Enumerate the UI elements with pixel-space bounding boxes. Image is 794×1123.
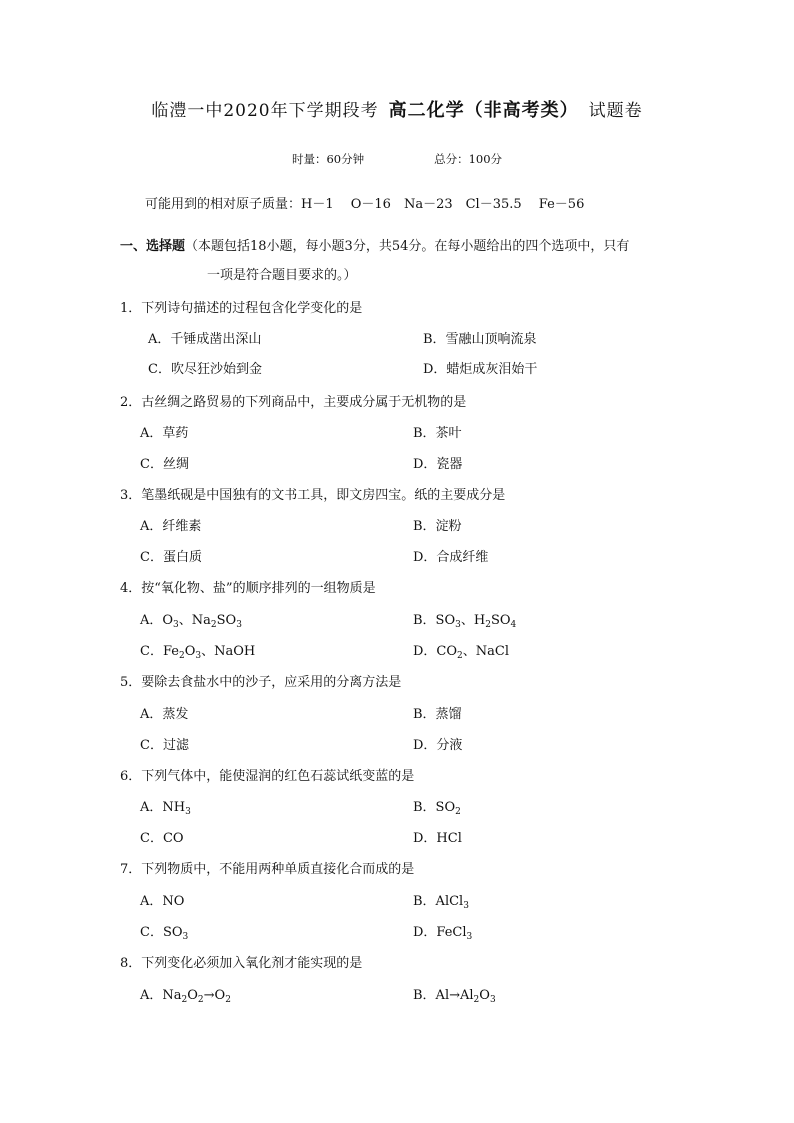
title-suffix: 试题卷: [588, 101, 643, 121]
option-b: B．AlCl$_3$: [413, 894, 469, 911]
option-a: A．千锤成凿出深山: [148, 332, 262, 347]
exam-time: 时量：60分钟: [291, 152, 365, 166]
option-d: D．FeCl$_3$: [413, 925, 473, 942]
option-d: D．分液: [413, 738, 463, 753]
question-stem: 7．下列物质中，不能用两种单质直接化合而成的是: [120, 862, 415, 877]
option-d: D．蜡炬成灰泪始干: [423, 362, 538, 377]
question-stem: 5．要除去食盐水中的沙子，应采用的分离方法是: [120, 675, 402, 690]
exam-title: [0, 96, 794, 122]
exam-meta: [0, 151, 794, 167]
question-stem: 1．下列诗句描述的过程包含化学变化的是: [120, 301, 363, 316]
section-heading: 一、选择题: [120, 239, 186, 254]
option-b: B．$Al\to Al_2O_3$: [413, 988, 496, 1005]
option-a: A．纤维素: [140, 519, 202, 534]
option-c: C．吹尽狂沙始到金: [148, 362, 262, 377]
question-stem: 2．古丝绸之路贸易的下列商品中，主要成分属于无机物的是: [120, 395, 467, 410]
title-school-term: 临澧一中2020年下学期段考: [151, 101, 379, 121]
option-c: C．$Fe_2O_3$、NaOH: [140, 644, 256, 661]
option-d: D．$CO_2$、NaCl: [413, 644, 509, 661]
atomic-masses: 可能用到的相对原子质量：H－1 O－16 Na－23 Cl－35.5 Fe－56: [145, 197, 585, 212]
question-stem: 3．笔墨纸砚是中国独有的文书工具，即文房四宝。纸的主要成分是: [120, 488, 506, 503]
section-heading-line: [120, 235, 629, 254]
option-d: D．HCl: [413, 831, 462, 846]
option-c: C．CO: [140, 831, 184, 846]
option-b: B．淀粉: [413, 519, 462, 534]
option-b: B．$SO_2$: [413, 800, 461, 817]
option-d: D．瓷器: [413, 457, 463, 472]
section-instruction-2: 一项是符合题目要求的。）: [207, 268, 357, 283]
option-d: D．合成纤维: [413, 550, 489, 565]
option-c: C．蛋白质: [140, 550, 202, 565]
title-subject: 高二化学（非高考类）: [388, 100, 579, 121]
option-a: A．$NH_3$: [140, 800, 191, 817]
option-b: B．蒸馏: [413, 707, 462, 722]
exam-total-score: 总分：100分: [434, 152, 503, 166]
option-a: A．蒸发: [140, 707, 189, 722]
option-a: A．草药: [140, 426, 189, 441]
option-c: C．丝绸: [140, 457, 189, 472]
option-c: C．$SO_3$: [140, 925, 189, 942]
option-a: A．NO: [140, 894, 185, 909]
question-stem: 4．按“氧化物、盐”的顺序排列的一组物质是: [120, 581, 376, 596]
question-stem: 8．下列变化必须加入氧化剂才能实现的是: [120, 956, 363, 971]
option-a: A．$Na_2O_2\to O_2$: [140, 988, 231, 1005]
option-b: B．茶叶: [413, 426, 462, 441]
option-b: B．雪融山顶响流泉: [423, 332, 537, 347]
question-stem: 6．下列气体中，能使湿润的红色石蕊试纸变蓝的是: [120, 769, 415, 784]
option-c: C．过滤: [140, 738, 189, 753]
option-a: A．$O_3$、$Na_2SO_3$: [140, 613, 242, 630]
section-instruction-1: （本题包括18小题，每小题3分，共54分。在每小题给出的四个选项中，只有: [185, 239, 630, 254]
option-b: B．$SO_3$、$H_2SO_4$: [413, 613, 517, 630]
